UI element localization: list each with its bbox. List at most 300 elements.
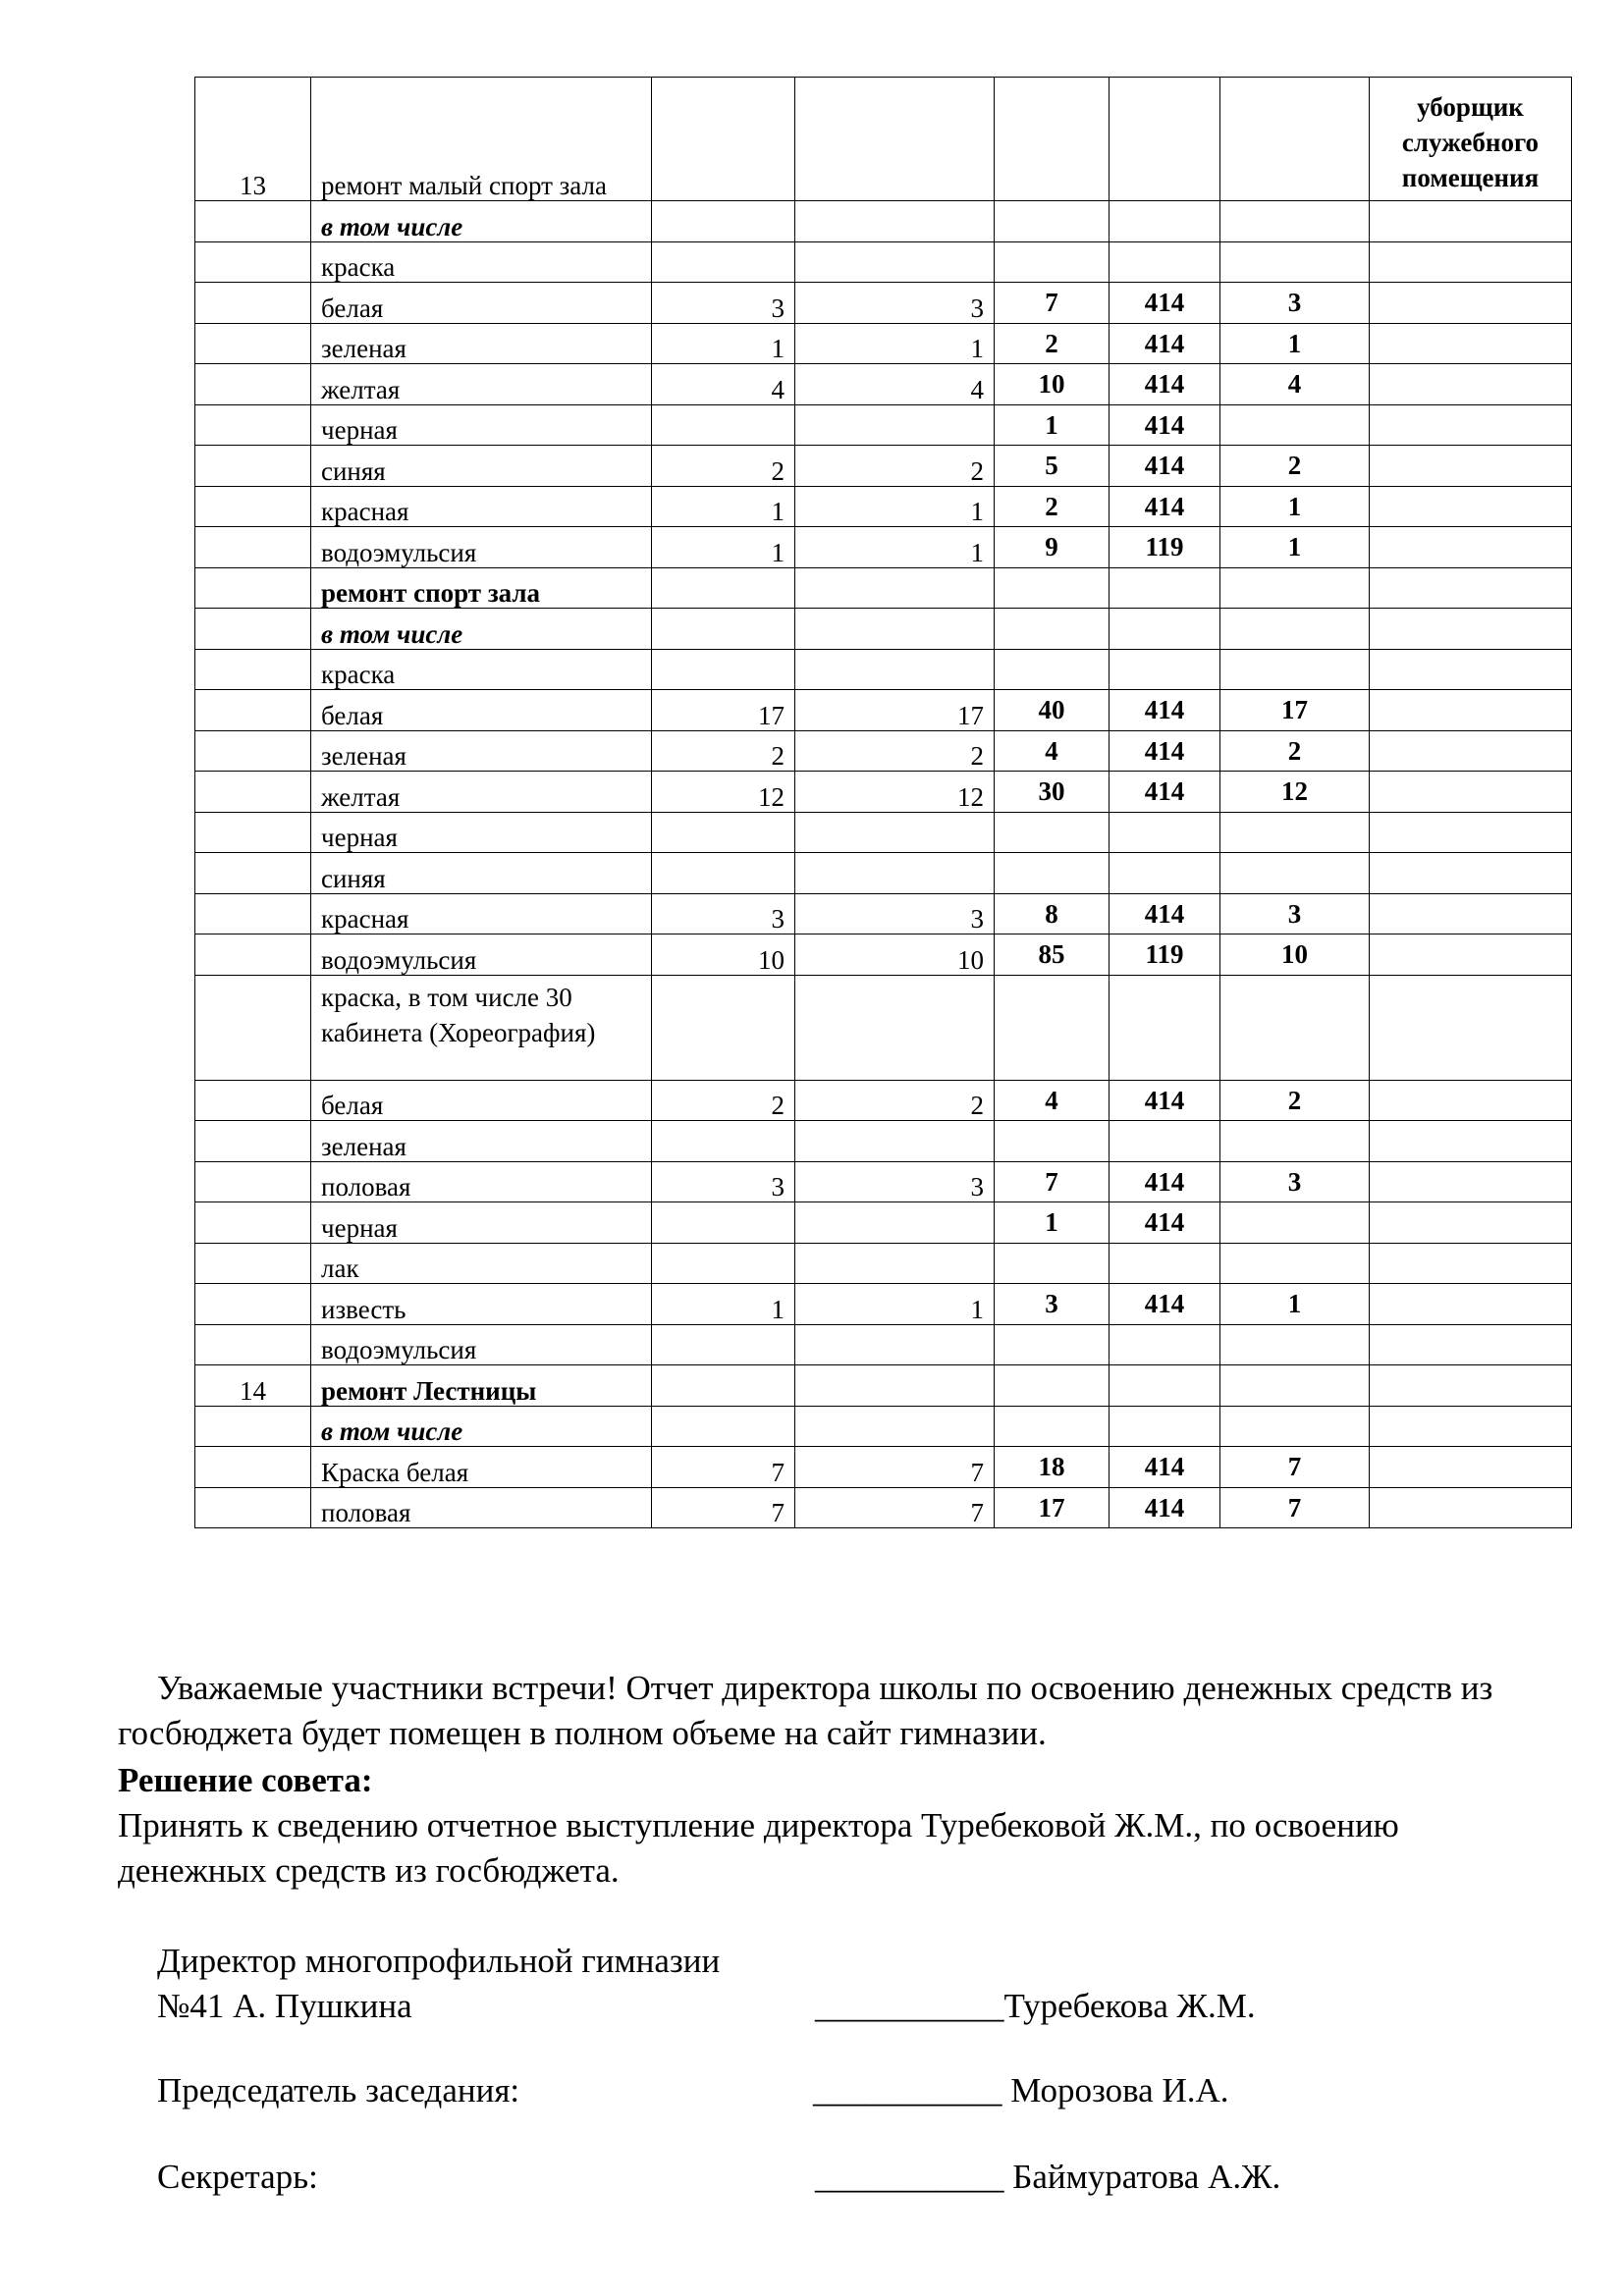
- table-row: [195, 853, 1572, 894]
- table-row: [195, 201, 1572, 242]
- cell-count: 2: [1220, 730, 1370, 772]
- cell-code: [1110, 609, 1220, 650]
- cell-count: [1220, 201, 1370, 242]
- cell-responsible: [1370, 1365, 1572, 1407]
- cell-value: 40: [995, 690, 1110, 731]
- cell-responsible: [1370, 364, 1572, 405]
- cell-code: 414: [1110, 690, 1220, 731]
- cell-qty-b: [795, 1202, 995, 1244]
- cell-code: [1110, 1121, 1220, 1162]
- cell-qty-b: 7: [795, 1447, 995, 1488]
- cell-responsible: [1370, 283, 1572, 324]
- cell-count: 2: [1220, 1080, 1370, 1121]
- cell-qty-b: [795, 649, 995, 690]
- table-row: [195, 486, 1572, 527]
- cell-qty-b: [795, 975, 995, 1080]
- cell-qty-b: 4: [795, 364, 995, 405]
- cell-qty-a: 10: [652, 934, 795, 976]
- cell-qty-b: 7: [795, 1487, 995, 1528]
- table-row: [195, 1487, 1572, 1528]
- cell-number: [195, 283, 311, 324]
- secretary-title: Секретарь:: [157, 2158, 318, 2196]
- cell-value: 18: [995, 1447, 1110, 1488]
- cell-qty-a: 3: [652, 283, 795, 324]
- table-row: [195, 1447, 1572, 1488]
- cell-qty-a: [652, 1324, 795, 1365]
- director-title-line1: Директор многопрофильной гимназии: [157, 1942, 721, 1980]
- cell-code: 414: [1110, 283, 1220, 324]
- cell-count: 12: [1220, 772, 1370, 813]
- cell-value: 9: [995, 527, 1110, 568]
- cell-value: 7: [995, 283, 1110, 324]
- cell-item: желтая: [311, 364, 652, 405]
- cell-number: [195, 364, 311, 405]
- table-row: [195, 975, 1572, 1080]
- cell-responsible: [1370, 893, 1572, 934]
- cell-number: [195, 1121, 311, 1162]
- cell-responsible: [1370, 323, 1572, 364]
- cell-count: 1: [1220, 1284, 1370, 1325]
- cell-responsible: [1370, 772, 1572, 813]
- cell-qty-b: [795, 567, 995, 609]
- cell-qty-b: 1: [795, 1284, 995, 1325]
- cell-code: 414: [1110, 1447, 1220, 1488]
- cell-item: половая: [311, 1487, 652, 1528]
- cell-value: [995, 201, 1110, 242]
- cell-qty-a: [652, 812, 795, 853]
- cell-number: [195, 1080, 311, 1121]
- cell-qty-a: [652, 853, 795, 894]
- director-title-line2: №41 А. Пушкина: [157, 1987, 412, 2025]
- cell-code: [1110, 975, 1220, 1080]
- cell-number: [195, 853, 311, 894]
- cell-count: 17: [1220, 690, 1370, 731]
- cell-count: 7: [1220, 1447, 1370, 1488]
- cell-count: [1220, 1324, 1370, 1365]
- cell-number: [195, 241, 311, 283]
- cell-qty-b: [795, 78, 995, 201]
- cell-qty-a: 7: [652, 1487, 795, 1528]
- cell-item: краска, в том числе 30 кабинета (Хореография): [311, 975, 652, 1080]
- cell-count: [1220, 853, 1370, 894]
- cell-qty-a: 1: [652, 323, 795, 364]
- cell-responsible: [1370, 812, 1572, 853]
- cell-count: [1220, 609, 1370, 650]
- cell-qty-b: 1: [795, 527, 995, 568]
- cell-qty-b: 3: [795, 893, 995, 934]
- cell-item: белая: [311, 690, 652, 731]
- cell-value: 1: [995, 404, 1110, 446]
- cell-item: белая: [311, 283, 652, 324]
- cell-responsible: [1370, 1161, 1572, 1202]
- cell-qty-b: [795, 404, 995, 446]
- cell-count: [1220, 78, 1370, 201]
- cell-count: 1: [1220, 323, 1370, 364]
- cell-item: зеленая: [311, 730, 652, 772]
- table-row: [195, 527, 1572, 568]
- cell-value: 4: [995, 1080, 1110, 1121]
- cell-number: [195, 1324, 311, 1365]
- cell-qty-a: 3: [652, 1161, 795, 1202]
- cell-item: в том числе: [311, 609, 652, 650]
- cell-value: [995, 567, 1110, 609]
- cell-qty-b: [795, 812, 995, 853]
- cell-code: [1110, 241, 1220, 283]
- decision-heading: Решение совета:: [118, 1761, 373, 1799]
- cell-number: [195, 446, 311, 487]
- cell-number: 13: [195, 78, 311, 201]
- cell-qty-b: 12: [795, 772, 995, 813]
- cell-count: 3: [1220, 1161, 1370, 1202]
- intro-paragraph: Уважаемые участники встречи! Отчет директора школы по освоению денежных средств из госбюджета будет помещен в полном объеме на сайт гимназии.: [118, 1669, 1493, 1752]
- cell-responsible: [1370, 690, 1572, 731]
- cell-value: [995, 812, 1110, 853]
- table-row: [195, 1406, 1572, 1447]
- cell-qty-a: 3: [652, 893, 795, 934]
- cell-code: [1110, 201, 1220, 242]
- cell-qty-b: [795, 1243, 995, 1284]
- cell-value: 7: [995, 1161, 1110, 1202]
- table-row: [195, 364, 1572, 405]
- cell-code: 414: [1110, 1161, 1220, 1202]
- cell-value: 17: [995, 1487, 1110, 1528]
- cell-responsible: [1370, 649, 1572, 690]
- cell-responsible: [1370, 201, 1572, 242]
- cell-item: в том числе: [311, 1406, 652, 1447]
- cell-code: [1110, 567, 1220, 609]
- table-row: [195, 730, 1572, 772]
- cell-value: [995, 1324, 1110, 1365]
- cell-code: 414: [1110, 364, 1220, 405]
- cell-number: [195, 772, 311, 813]
- cell-qty-a: [652, 1365, 795, 1407]
- cell-item: половая: [311, 1161, 652, 1202]
- cell-item: желтая: [311, 772, 652, 813]
- cell-qty-a: 2: [652, 446, 795, 487]
- cell-code: 414: [1110, 772, 1220, 813]
- table-row: [195, 78, 1572, 201]
- cell-value: [995, 241, 1110, 283]
- cell-responsible: [1370, 527, 1572, 568]
- cell-item: ремонт малый спорт зала: [311, 78, 652, 201]
- cell-responsible: [1370, 446, 1572, 487]
- cell-value: [995, 1243, 1110, 1284]
- cell-qty-b: [795, 241, 995, 283]
- cell-qty-a: 1: [652, 1284, 795, 1325]
- cell-qty-a: 2: [652, 1080, 795, 1121]
- cell-item: в том числе: [311, 201, 652, 242]
- cell-count: [1220, 404, 1370, 446]
- cell-responsible: [1370, 1324, 1572, 1365]
- cell-count: 4: [1220, 364, 1370, 405]
- cell-responsible: [1370, 486, 1572, 527]
- cell-count: 2: [1220, 446, 1370, 487]
- cell-qty-a: [652, 1121, 795, 1162]
- cell-number: [195, 527, 311, 568]
- cell-number: [195, 1161, 311, 1202]
- cell-item: лак: [311, 1243, 652, 1284]
- cell-count: 10: [1220, 934, 1370, 976]
- table-row: [195, 772, 1572, 813]
- cell-value: 3: [995, 1284, 1110, 1325]
- cell-count: [1220, 1121, 1370, 1162]
- cell-number: [195, 893, 311, 934]
- table-row: [195, 893, 1572, 934]
- cell-qty-a: 1: [652, 527, 795, 568]
- table-row: [195, 404, 1572, 446]
- cell-qty-b: 1: [795, 486, 995, 527]
- cell-count: [1220, 975, 1370, 1080]
- cell-value: 10: [995, 364, 1110, 405]
- cell-item: белая: [311, 1080, 652, 1121]
- cell-responsible: [1370, 609, 1572, 650]
- cell-number: [195, 934, 311, 976]
- cell-item: красная: [311, 893, 652, 934]
- cell-qty-b: [795, 1365, 995, 1407]
- cell-qty-a: [652, 649, 795, 690]
- cell-responsible: [1370, 241, 1572, 283]
- cell-qty-a: [652, 1406, 795, 1447]
- cell-item: черная: [311, 1202, 652, 1244]
- cell-number: [195, 323, 311, 364]
- cell-value: [995, 78, 1110, 201]
- cell-number: [195, 1487, 311, 1528]
- table-row: [195, 1365, 1572, 1407]
- cell-item: синяя: [311, 446, 652, 487]
- cell-code: 414: [1110, 323, 1220, 364]
- cell-number: [195, 201, 311, 242]
- cell-item: зеленая: [311, 323, 652, 364]
- cell-count: [1220, 1406, 1370, 1447]
- cell-item: черная: [311, 812, 652, 853]
- cell-code: 414: [1110, 1080, 1220, 1121]
- table-row: [195, 1243, 1572, 1284]
- cell-number: [195, 649, 311, 690]
- cell-qty-b: 2: [795, 446, 995, 487]
- cell-qty-a: [652, 404, 795, 446]
- cell-number: [195, 1243, 311, 1284]
- cell-number: [195, 1202, 311, 1244]
- cell-item: зеленая: [311, 1121, 652, 1162]
- cell-qty-a: [652, 1202, 795, 1244]
- cell-number: [195, 812, 311, 853]
- cell-code: 414: [1110, 486, 1220, 527]
- cell-qty-a: 7: [652, 1447, 795, 1488]
- cell-code: [1110, 812, 1220, 853]
- cell-item: известь: [311, 1284, 652, 1325]
- cell-item: водоэмульсия: [311, 527, 652, 568]
- cell-qty-b: [795, 609, 995, 650]
- cell-responsible: [1370, 404, 1572, 446]
- cell-number: 14: [195, 1365, 311, 1407]
- cell-qty-b: [795, 201, 995, 242]
- cell-responsible: [1370, 853, 1572, 894]
- cell-code: 414: [1110, 1284, 1220, 1325]
- cell-item: ремонт спорт зала: [311, 567, 652, 609]
- table-row: [195, 649, 1572, 690]
- cell-number: [195, 1284, 311, 1325]
- cell-count: 7: [1220, 1487, 1370, 1528]
- cell-number: [195, 404, 311, 446]
- cell-value: [995, 1365, 1110, 1407]
- table-row: [195, 283, 1572, 324]
- cell-code: [1110, 1324, 1220, 1365]
- cell-value: [995, 1121, 1110, 1162]
- table-row: [195, 567, 1572, 609]
- chair-signature-line: ___________ Морозова И.А.: [813, 2071, 1229, 2109]
- cell-responsible: [1370, 1080, 1572, 1121]
- cell-number: [195, 1447, 311, 1488]
- cell-value: 2: [995, 323, 1110, 364]
- cell-qty-a: [652, 78, 795, 201]
- table-row: [195, 241, 1572, 283]
- cell-code: 414: [1110, 730, 1220, 772]
- cell-qty-a: [652, 609, 795, 650]
- cell-code: [1110, 1365, 1220, 1407]
- cell-code: [1110, 1406, 1220, 1447]
- cell-qty-b: 3: [795, 283, 995, 324]
- report-table: [194, 77, 1572, 1528]
- cell-responsible: [1370, 730, 1572, 772]
- cell-qty-a: [652, 241, 795, 283]
- cell-value: [995, 853, 1110, 894]
- table-row: [195, 1161, 1572, 1202]
- cell-value: [995, 1406, 1110, 1447]
- cell-count: [1220, 812, 1370, 853]
- table-row: [195, 812, 1572, 853]
- cell-code: 414: [1110, 1487, 1220, 1528]
- cell-count: [1220, 1243, 1370, 1284]
- cell-count: 3: [1220, 893, 1370, 934]
- cell-number: [195, 975, 311, 1080]
- cell-qty-a: [652, 567, 795, 609]
- report-table-body: [195, 78, 1572, 1528]
- cell-item: черная: [311, 404, 652, 446]
- cell-qty-b: [795, 853, 995, 894]
- cell-qty-b: 17: [795, 690, 995, 731]
- cell-qty-a: [652, 201, 795, 242]
- cell-responsible: [1370, 1406, 1572, 1447]
- cell-qty-a: 1: [652, 486, 795, 527]
- cell-value: 2: [995, 486, 1110, 527]
- cell-responsible: уборщик служебного помещения: [1370, 78, 1572, 201]
- cell-code: [1110, 853, 1220, 894]
- table-row: [195, 1080, 1572, 1121]
- table-row: [195, 1121, 1572, 1162]
- cell-qty-a: 17: [652, 690, 795, 731]
- table-row: [195, 1284, 1572, 1325]
- cell-code: 414: [1110, 446, 1220, 487]
- cell-item: краска: [311, 241, 652, 283]
- cell-qty-a: 2: [652, 730, 795, 772]
- cell-value: 8: [995, 893, 1110, 934]
- cell-qty-b: 2: [795, 730, 995, 772]
- table-row: [195, 1202, 1572, 1244]
- cell-count: [1220, 567, 1370, 609]
- table-row: [195, 1324, 1572, 1365]
- cell-value: 5: [995, 446, 1110, 487]
- cell-responsible: [1370, 567, 1572, 609]
- cell-responsible: [1370, 1487, 1572, 1528]
- cell-code: 414: [1110, 404, 1220, 446]
- cell-responsible: [1370, 1121, 1572, 1162]
- cell-code: [1110, 78, 1220, 201]
- cell-count: [1220, 1202, 1370, 1244]
- cell-responsible: [1370, 1202, 1572, 1244]
- cell-value: 4: [995, 730, 1110, 772]
- cell-responsible: [1370, 1447, 1572, 1488]
- cell-count: [1220, 241, 1370, 283]
- cell-count: [1220, 1365, 1370, 1407]
- cell-count: 1: [1220, 486, 1370, 527]
- chair-title: Председатель заседания:: [157, 2071, 520, 2109]
- table-row: [195, 609, 1572, 650]
- table-row: [195, 690, 1572, 731]
- cell-qty-b: 1: [795, 323, 995, 364]
- cell-number: [195, 486, 311, 527]
- cell-qty-b: 2: [795, 1080, 995, 1121]
- cell-item: Краска белая: [311, 1447, 652, 1488]
- cell-number: [195, 1406, 311, 1447]
- cell-count: [1220, 649, 1370, 690]
- cell-qty-b: 10: [795, 934, 995, 976]
- director-signature-line: ___________Туребекова Ж.М.: [815, 1987, 1256, 2025]
- cell-number: [195, 690, 311, 731]
- cell-responsible: [1370, 1243, 1572, 1284]
- decision-text: Принять к сведению отчетное выступление директора Туребековой Ж.М., по освоению денежных средств из госбюджета.: [118, 1806, 1399, 1890]
- cell-number: [195, 567, 311, 609]
- cell-qty-b: 3: [795, 1161, 995, 1202]
- cell-item: водоэмульсия: [311, 934, 652, 976]
- cell-item: красная: [311, 486, 652, 527]
- table-row: [195, 934, 1572, 976]
- cell-qty-b: [795, 1121, 995, 1162]
- cell-code: [1110, 1243, 1220, 1284]
- cell-code: 414: [1110, 1202, 1220, 1244]
- cell-count: 3: [1220, 283, 1370, 324]
- cell-responsible: [1370, 934, 1572, 976]
- table-row: [195, 323, 1572, 364]
- cell-count: 1: [1220, 527, 1370, 568]
- cell-number: [195, 730, 311, 772]
- cell-responsible: [1370, 1284, 1572, 1325]
- cell-qty-a: 4: [652, 364, 795, 405]
- table-row: [195, 446, 1572, 487]
- cell-value: [995, 975, 1110, 1080]
- cell-qty-b: [795, 1324, 995, 1365]
- cell-item: водоэмульсия: [311, 1324, 652, 1365]
- secretary-signature-line: ___________ Баймуратова А.Ж.: [815, 2158, 1281, 2196]
- cell-responsible: [1370, 975, 1572, 1080]
- cell-qty-b: [795, 1406, 995, 1447]
- cell-item: краска: [311, 649, 652, 690]
- cell-qty-a: 12: [652, 772, 795, 813]
- cell-value: [995, 649, 1110, 690]
- cell-code: 414: [1110, 893, 1220, 934]
- cell-item: синяя: [311, 853, 652, 894]
- cell-number: [195, 609, 311, 650]
- cell-code: 119: [1110, 527, 1220, 568]
- cell-value: 85: [995, 934, 1110, 976]
- cell-code: [1110, 649, 1220, 690]
- cell-qty-a: [652, 975, 795, 1080]
- cell-item: ремонт Лестницы: [311, 1365, 652, 1407]
- cell-code: 119: [1110, 934, 1220, 976]
- cell-value: 1: [995, 1202, 1110, 1244]
- cell-qty-a: [652, 1243, 795, 1284]
- cell-value: 30: [995, 772, 1110, 813]
- cell-value: [995, 609, 1110, 650]
